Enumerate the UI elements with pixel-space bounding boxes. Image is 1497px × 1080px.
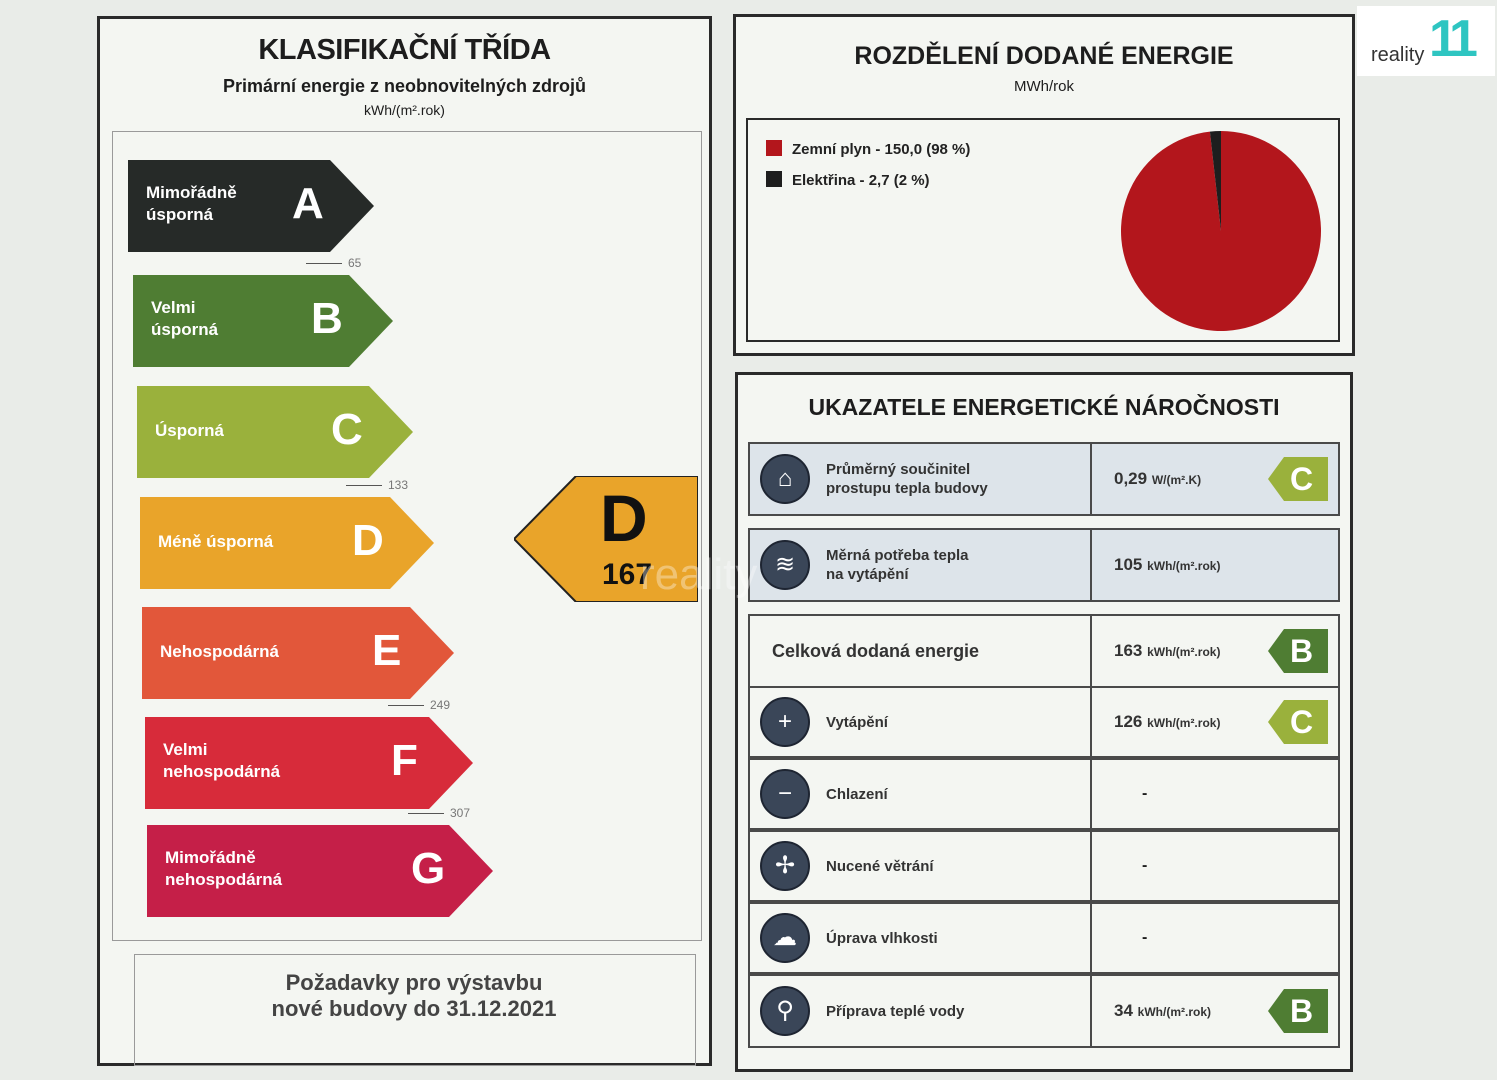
indicator-value: - [1142, 929, 1148, 946]
indicator-label-line1: Měrná potřeba tepla [826, 547, 969, 564]
indicator-unit: kWh/(m².rok) [1147, 645, 1221, 659]
row-divider [1090, 904, 1092, 972]
indicator-label-line2: prostupu tepla budovy [826, 480, 988, 497]
humidity-icon: ☁ [760, 913, 810, 963]
logo-number: 11 [1429, 10, 1472, 68]
indicator-value: - [1142, 785, 1148, 802]
current-class-letter: D [600, 481, 648, 555]
indicator-label [826, 929, 938, 948]
requirements-line2: nové budovy do 31.12.2021 [271, 996, 557, 1021]
class-arrow-d [140, 497, 434, 589]
threshold-value: 249 [430, 698, 451, 712]
class-letter: E [372, 626, 402, 675]
house-icon: ⌂ [760, 454, 810, 504]
badge-letter: C [1290, 704, 1314, 740]
row-divider [1090, 444, 1092, 514]
indicator-label [826, 857, 934, 876]
indicator-value-group [1114, 712, 1220, 732]
indicator-row [748, 974, 1340, 1048]
indicator-value: - [1142, 857, 1148, 874]
requirements-line1: Požadavky pro výstavbu [285, 970, 543, 995]
distribution-unit: MWh/rok [1014, 78, 1074, 95]
indicator-class-badge [1268, 989, 1328, 1033]
class-label-line1: Méně úsporná [158, 532, 274, 551]
threshold-1 [346, 478, 408, 492]
indicator-row [748, 614, 1340, 688]
class-label-line1: Mimořádně [146, 183, 237, 202]
class-arrow-b [133, 275, 393, 367]
class-label [146, 182, 237, 226]
reality-logo [1357, 6, 1495, 76]
threshold-line [388, 705, 424, 706]
indicator-unit: kWh/(m².rok) [1147, 716, 1221, 730]
class-arrow-a [128, 160, 374, 252]
classification-unit: kWh/(m².rok) [364, 102, 445, 118]
indicator-label [826, 785, 888, 804]
indicator-label [826, 1002, 964, 1021]
distribution-title: ROZDĚLENÍ DODANÉ ENERGIE [854, 42, 1234, 70]
center-watermark: reality [640, 550, 758, 599]
legend-label-gas: Zemní plyn - 150,0 (98 %) [792, 141, 971, 158]
indicator-label-line1: Chlazení [826, 786, 888, 803]
indicator-class-badge [1268, 457, 1328, 501]
class-letter: G [411, 844, 446, 893]
class-label-line2: úsporná [151, 320, 219, 339]
class-label-line1: Mimořádně [165, 848, 256, 867]
class-label-line2: úsporná [146, 205, 214, 224]
class-label [160, 641, 279, 663]
class-letter: D [352, 516, 384, 565]
indicator-value-group [1114, 555, 1220, 575]
threshold-line [346, 485, 382, 486]
indicator-row [748, 902, 1340, 974]
indicator-label-line1: Průměrný součinitel [826, 461, 971, 478]
legend-swatch-electricity [766, 171, 782, 187]
indicator-label-line1: Celková dodaná energie [772, 641, 980, 661]
class-letter: C [331, 405, 363, 454]
indicator-class-badge [1268, 629, 1328, 673]
indicator-row [748, 758, 1340, 830]
threshold-0 [306, 256, 361, 270]
energy-pie-chart [1116, 126, 1326, 336]
indicator-label [772, 642, 979, 661]
indicator-row [748, 442, 1340, 516]
row-divider [1090, 530, 1092, 600]
badge-letter: B [1290, 993, 1314, 1029]
legend-label-electricity: Elektřina - 2,7 (2 %) [792, 172, 930, 189]
class-arrow-f [145, 717, 473, 809]
class-label-line1: Velmi [151, 298, 196, 317]
class-arrow-g [147, 825, 493, 917]
class-label-line1: Velmi [163, 740, 208, 759]
indicator-label-line1: Úprava vlhkosti [826, 930, 938, 947]
indicator-value: 0,29 [1114, 469, 1148, 488]
indicator-label-line1: Vytápění [826, 714, 888, 731]
threshold-3 [408, 806, 470, 820]
indicator-label [826, 546, 969, 584]
indicator-row [748, 686, 1340, 758]
legend-item-gas [766, 140, 970, 158]
indicator-unit: W/(m².K) [1151, 473, 1202, 487]
indicator-label-line2: na vytápění [826, 566, 909, 583]
threshold-value: 133 [388, 478, 409, 492]
class-label [165, 847, 282, 891]
class-letter: B [311, 294, 343, 343]
class-label-line1: Úsporná [155, 421, 224, 440]
legend-swatch-gas [766, 140, 782, 156]
threshold-value: 65 [348, 256, 362, 270]
water-tap-icon: ⚲ [760, 986, 810, 1036]
row-divider [1090, 832, 1092, 900]
row-divider [1090, 760, 1092, 828]
heat-demand-icon: ≋ [760, 540, 810, 590]
class-label [151, 297, 218, 341]
row-divider [1090, 976, 1092, 1046]
indicator-value-group [1114, 641, 1220, 661]
class-label [163, 739, 280, 783]
class-arrow-e [142, 607, 454, 699]
badge-letter: B [1290, 633, 1314, 669]
row-divider [1090, 688, 1092, 756]
indicator-value-group [1114, 1001, 1211, 1021]
class-label-line1: Nehospodárná [160, 642, 280, 661]
threshold-value: 307 [450, 806, 471, 820]
indicators-title: UKAZATELE ENERGETICKÉ NÁROČNOSTI [808, 394, 1280, 420]
class-label-line2: nehospodárná [165, 870, 283, 889]
classification-subtitle: Primární energie z neobnovitelných zdrojů [222, 76, 587, 96]
indicator-unit: kWh/(m².rok) [1147, 559, 1221, 573]
heating-thermometer-icon: + [760, 697, 810, 747]
cooling-thermometer-icon: − [760, 769, 810, 819]
threshold-line [408, 813, 444, 814]
class-label [155, 420, 224, 442]
indicator-value-group [1114, 469, 1201, 489]
current-class-value: 167 [602, 558, 653, 591]
indicator-row [748, 528, 1340, 602]
indicator-label-line1: Příprava teplé vody [826, 1003, 965, 1020]
indicator-unit: kWh/(m².rok) [1137, 1005, 1211, 1019]
class-label-line2: nehospodárná [163, 762, 281, 781]
indicator-value: 105 [1114, 555, 1143, 574]
indicator-label [826, 460, 988, 498]
indicator-value: 163 [1114, 641, 1143, 660]
class-label [158, 531, 273, 553]
class-letter: F [391, 736, 418, 785]
logo-text: reality [1371, 44, 1425, 66]
indicator-row [748, 830, 1340, 902]
class-letter: A [292, 179, 324, 228]
row-divider [1090, 616, 1092, 686]
classification-title: KLASIFIKAČNÍ TŘÍDA [258, 34, 551, 66]
indicator-label-line1: Nucené větrání [826, 858, 934, 875]
indicator-label [826, 713, 888, 732]
indicator-class-badge [1268, 700, 1328, 744]
class-arrow-c [137, 386, 413, 478]
legend-item-electricity [766, 171, 930, 189]
threshold-line [306, 263, 342, 264]
indicator-value: 126 [1114, 712, 1143, 731]
threshold-2 [388, 698, 450, 712]
fan-icon: ✢ [760, 841, 810, 891]
badge-letter: C [1290, 461, 1314, 497]
indicator-value: 34 [1114, 1001, 1133, 1020]
